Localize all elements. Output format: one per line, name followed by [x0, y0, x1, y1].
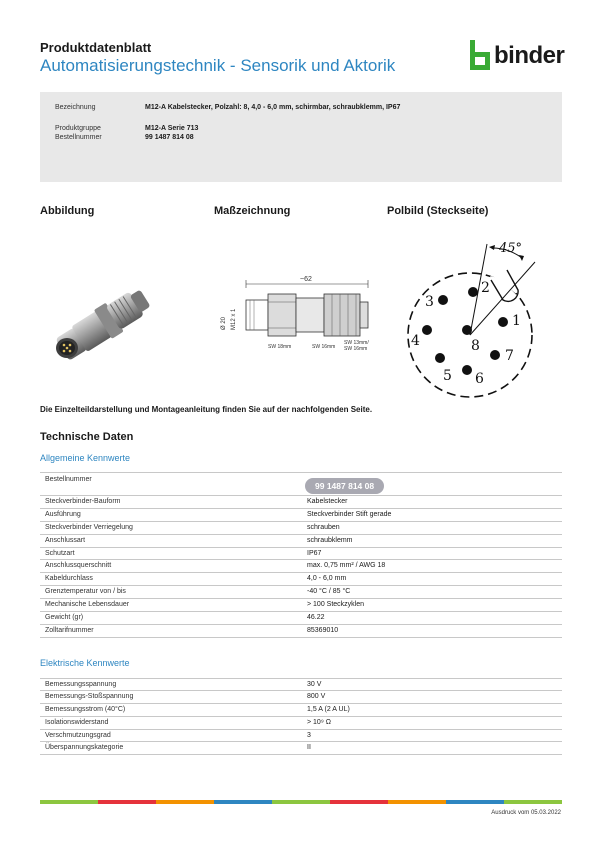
section-masszeichnung: Maßzeichnung	[214, 205, 291, 217]
spec-value: schraubklemm	[307, 536, 353, 544]
footer-segment	[98, 800, 156, 804]
table-row	[40, 691, 562, 704]
info-label: Produktgruppe	[55, 125, 101, 132]
spec-key: Zolltarifnummer	[45, 626, 94, 634]
pin-label-2: 2	[481, 280, 490, 296]
spec-key: Verschmutzungsgrad	[45, 731, 111, 739]
dim-thread: M12 x 1	[231, 308, 237, 330]
pin-2	[468, 287, 478, 297]
table-row	[40, 678, 562, 691]
product-info-box	[40, 92, 562, 182]
info-row-bestellnummer	[55, 134, 194, 141]
pin-1	[498, 317, 508, 327]
page-title: Produktdatenblatt	[40, 40, 152, 55]
table-row	[40, 548, 562, 561]
table-row	[40, 560, 562, 573]
dim-sw-18: SW 18mm	[268, 344, 292, 350]
pin-label-6: 6	[475, 371, 484, 387]
table-row	[40, 625, 562, 638]
pin-8	[462, 325, 472, 335]
general-specs-table	[40, 472, 562, 638]
binder-logo	[470, 40, 565, 72]
general-specs-heading: Allgemeine Kennwerte	[40, 453, 131, 463]
info-label: Bezeichnung	[55, 104, 96, 111]
table-row	[40, 730, 562, 743]
footer-color-bar	[40, 800, 562, 804]
spec-key: Schutzart	[45, 549, 75, 557]
table-row	[40, 586, 562, 599]
info-label: Bestellnummer	[55, 134, 102, 141]
technical-data-heading: Technische Daten	[40, 431, 134, 443]
pin-3	[438, 295, 448, 305]
table-row	[40, 704, 562, 717]
pin-6	[462, 365, 472, 375]
pin-7	[490, 350, 500, 360]
footer-segment	[330, 800, 388, 804]
info-value: M12-A Serie 713	[145, 125, 199, 132]
spec-key: Steckverbinder-Bauform	[45, 498, 121, 505]
pin-label-8: 8	[471, 338, 480, 354]
spec-key: Anschlussart	[45, 536, 86, 544]
footer-segment	[156, 800, 214, 804]
electrical-specs-table	[40, 678, 562, 755]
spec-key: Ausführung	[45, 510, 81, 518]
spec-value: 85369010	[307, 626, 339, 634]
table-row	[40, 522, 562, 535]
spec-value: 46.22	[307, 614, 325, 622]
spec-value: > 10⁹ Ω	[307, 718, 331, 726]
spec-key: Bemessungsspannung	[45, 681, 117, 688]
dim-length: ~62	[300, 276, 312, 283]
table-row	[40, 496, 562, 509]
pin-label-4: 4	[411, 333, 420, 349]
spec-key: Überspannungskategorie	[45, 744, 124, 752]
dimension-drawing	[221, 270, 373, 365]
info-row-bezeichnung	[55, 104, 400, 111]
footer-segment	[40, 800, 98, 804]
spec-value: schrauben	[307, 523, 340, 531]
spec-key: Bemessungsstrom (40°C)	[45, 705, 126, 713]
order-number-badge: 99 1487 814 08	[305, 478, 384, 494]
spec-value: 4,0 - 6,0 mm	[307, 575, 347, 583]
spec-key: Bestellnummer	[45, 476, 92, 483]
footer-segment	[272, 800, 330, 804]
spec-key: Steckverbinder Verriegelung	[45, 523, 133, 531]
spec-key: Anschlussquerschnitt	[45, 562, 112, 570]
spec-key: Bemessungs-Stoßspannung	[45, 692, 134, 700]
dim-sw-13: SW 13mm/	[344, 340, 369, 346]
dim-sw-16: SW 16mm	[312, 344, 336, 350]
dim-sw-16b: SW 16mm	[344, 346, 368, 352]
spec-value: > 100 Steckzyklen	[307, 601, 365, 609]
info-row-produktgruppe	[55, 125, 198, 132]
table-row-order-number	[40, 472, 562, 496]
angle-label: 45°	[499, 241, 523, 256]
logo-text: binder	[494, 42, 565, 69]
spec-value: II	[307, 744, 311, 752]
electrical-specs-heading: Elektrische Kennwerte	[40, 658, 130, 668]
pin-label-7: 7	[505, 348, 514, 364]
spec-value: -40 °C / 85 °C	[307, 588, 351, 596]
table-row	[40, 717, 562, 730]
pin-label-1: 1	[512, 313, 521, 329]
spec-key: Gewicht (gr)	[45, 614, 84, 622]
table-row	[40, 573, 562, 586]
spec-value: Kabelstecker	[307, 498, 348, 505]
page-subtitle: Automatisierungstechnik - Sensorik und Aktorik	[40, 56, 396, 75]
print-date: Ausdruck vom 05.03.2022	[491, 810, 561, 816]
spec-value: Steckverbinder Stift gerade	[307, 510, 392, 518]
connector-illustration	[45, 285, 160, 365]
footer-segment	[214, 800, 272, 804]
pin-layout	[395, 230, 545, 405]
spec-key: Kabeldurchlass	[45, 575, 93, 583]
table-row	[40, 509, 562, 522]
footer-segment	[446, 800, 504, 804]
pin-5	[435, 353, 445, 363]
spec-value: max. 0,75 mm² / AWG 18	[307, 562, 386, 570]
binder-logo-icon	[470, 40, 492, 72]
table-row	[40, 612, 562, 625]
section-polbild: Polbild (Steckseite)	[387, 205, 489, 217]
section-abbildung: Abbildung	[40, 205, 95, 217]
footer-segment	[504, 800, 562, 804]
spec-key: Grenztemperatur von / bis	[45, 588, 126, 596]
spec-key: Isolationswiderstand	[45, 718, 109, 726]
info-value: M12-A Kabelstecker, Polzahl: 8, 4,0 - 6,0 mm, schirmbar, schraubklemm, IP67	[145, 104, 401, 111]
pin-4	[422, 325, 432, 335]
assembly-note: Die Einzelteildarstellung und Montageanleitung finden Sie auf der nachfolgenden Seite.	[40, 405, 373, 414]
table-row	[40, 742, 562, 755]
spec-value: 30 V	[307, 681, 322, 688]
product-image	[45, 285, 160, 370]
info-value: 99 1487 814 08	[145, 134, 194, 141]
dimension-drawing-svg	[221, 270, 373, 360]
spec-value: IP67	[307, 549, 322, 557]
footer-segment	[388, 800, 446, 804]
table-row	[40, 535, 562, 548]
table-row	[40, 599, 562, 612]
pin-label-5: 5	[443, 368, 452, 384]
spec-key: Mechanische Lebensdauer	[45, 601, 130, 609]
spec-value: 3	[307, 731, 311, 739]
spec-value: 800 V	[307, 692, 326, 700]
pin-layout-svg	[395, 230, 545, 400]
spec-value: 1,5 A (2 A UL)	[307, 705, 350, 713]
dim-diameter: Ø 20	[221, 316, 227, 330]
pin-label-3: 3	[425, 294, 434, 310]
